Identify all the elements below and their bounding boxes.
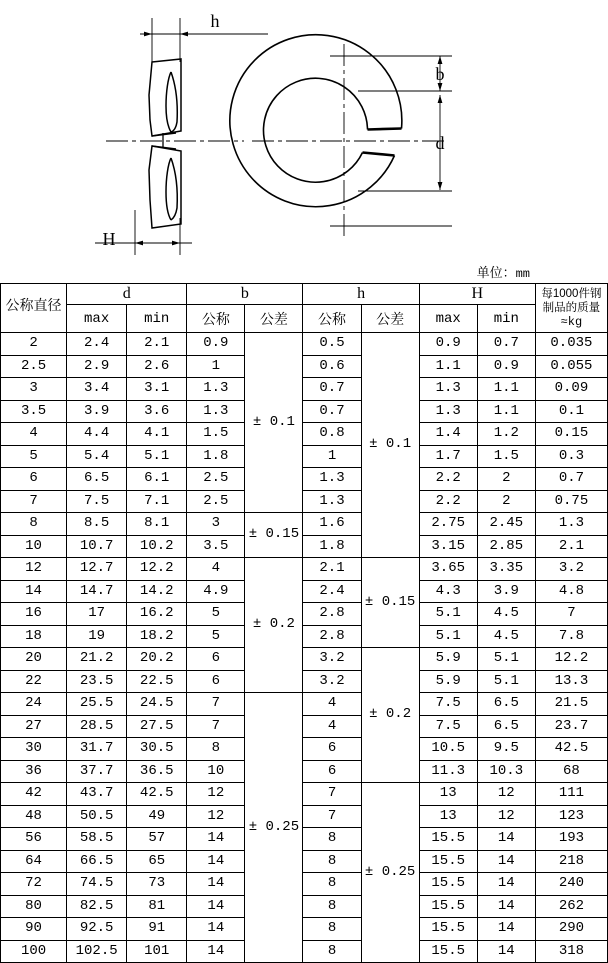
cell-b-nominal: 1.8 xyxy=(187,445,245,468)
cell-H-min: 0.9 xyxy=(477,355,535,378)
cell-d-min: 24.5 xyxy=(127,693,187,716)
cell-b-nominal: 5 xyxy=(187,603,245,626)
cell-mass: 318 xyxy=(535,940,607,963)
cell-d-max: 23.5 xyxy=(67,670,127,693)
cell-mass: 0.1 xyxy=(535,400,607,423)
cell-h-nominal: 8 xyxy=(303,850,361,873)
cell-d-min: 2.1 xyxy=(127,333,187,356)
cell-h-nominal: 2.1 xyxy=(303,558,361,581)
cell-h-nominal: 7 xyxy=(303,783,361,806)
cell-d-min: 6.1 xyxy=(127,468,187,491)
cell-d-min: 42.5 xyxy=(127,783,187,806)
table-row xyxy=(1,805,608,828)
cell-d-min: 49 xyxy=(127,805,187,828)
cell-nominal-diameter: 5 xyxy=(1,445,67,468)
cell-d-max: 43.7 xyxy=(67,783,127,806)
cell-b-nominal: 4 xyxy=(187,558,245,581)
cell-b-nominal: 14 xyxy=(187,873,245,896)
table-row xyxy=(1,648,608,671)
unit-note-value: mm xyxy=(515,267,530,281)
cell-mass: 4.8 xyxy=(535,580,607,603)
table-row xyxy=(1,940,608,963)
cell-H-min: 14 xyxy=(477,940,535,963)
cell-H-min: 6.5 xyxy=(477,715,535,738)
cell-b-nominal: 6 xyxy=(187,670,245,693)
cell-H-max: 15.5 xyxy=(419,895,477,918)
cell-d-max: 92.5 xyxy=(67,918,127,941)
cell-h-tolerance: ± 0.25 xyxy=(361,783,419,963)
cell-mass: 1.3 xyxy=(535,513,607,536)
cell-H-max: 15.5 xyxy=(419,850,477,873)
cell-b-nominal: 1 xyxy=(187,355,245,378)
cell-d-min: 65 xyxy=(127,850,187,873)
cell-d-max: 3.4 xyxy=(67,378,127,401)
cell-d-min: 10.2 xyxy=(127,535,187,558)
table-row xyxy=(1,603,608,626)
cell-H-max: 1.4 xyxy=(419,423,477,446)
cell-mass: 262 xyxy=(535,895,607,918)
cell-d-max: 10.7 xyxy=(67,535,127,558)
cell-d-min: 36.5 xyxy=(127,760,187,783)
cell-H-min: 5.1 xyxy=(477,670,535,693)
cell-nominal-diameter: 8 xyxy=(1,513,67,536)
cell-d-min: 7.1 xyxy=(127,490,187,513)
washer-side-view xyxy=(149,59,181,228)
cell-b-nominal: 5 xyxy=(187,625,245,648)
cell-H-min: 5.1 xyxy=(477,648,535,671)
header-mass-line1: 每1000件钢 xyxy=(541,288,602,300)
cell-mass: 23.7 xyxy=(535,715,607,738)
cell-h-nominal: 8 xyxy=(303,940,361,963)
cell-mass: 42.5 xyxy=(535,738,607,761)
cell-d-max: 58.5 xyxy=(67,828,127,851)
header-mass-line2: 制品的质量 xyxy=(542,302,601,314)
cell-mass: 193 xyxy=(535,828,607,851)
cell-d-max: 2.9 xyxy=(67,355,127,378)
cell-H-max: 1.1 xyxy=(419,355,477,378)
cell-h-tolerance: ± 0.15 xyxy=(361,558,419,648)
cell-mass: 21.5 xyxy=(535,693,607,716)
cell-H-max: 15.5 xyxy=(419,828,477,851)
cell-h-nominal: 0.5 xyxy=(303,333,361,356)
cell-h-nominal: 1.3 xyxy=(303,490,361,513)
cell-nominal-diameter: 27 xyxy=(1,715,67,738)
cell-b-nominal: 14 xyxy=(187,850,245,873)
cell-d-max: 37.7 xyxy=(67,760,127,783)
cell-d-max: 2.4 xyxy=(67,333,127,356)
cell-h-nominal: 0.7 xyxy=(303,378,361,401)
cell-H-max: 13 xyxy=(419,783,477,806)
cell-d-max: 6.5 xyxy=(67,468,127,491)
table-row xyxy=(1,693,608,716)
cell-b-nominal: 1.5 xyxy=(187,423,245,446)
cell-H-max: 2.2 xyxy=(419,468,477,491)
cell-H-max: 2.2 xyxy=(419,490,477,513)
cell-nominal-diameter: 12 xyxy=(1,558,67,581)
cell-d-min: 27.5 xyxy=(127,715,187,738)
cell-H-min: 2.45 xyxy=(477,513,535,536)
header-nominal-diameter-label: 公称直径 xyxy=(5,299,62,316)
table-header xyxy=(1,284,608,333)
cell-d-min: 3.1 xyxy=(127,378,187,401)
header-H-min: min xyxy=(477,305,535,333)
header-mass-per-1000 xyxy=(535,284,607,333)
cell-H-min: 14 xyxy=(477,873,535,896)
cell-h-nominal: 6 xyxy=(303,760,361,783)
cell-d-max: 12.7 xyxy=(67,558,127,581)
cell-H-max: 10.5 xyxy=(419,738,477,761)
cell-h-tolerance: ± 0.2 xyxy=(361,648,419,783)
cell-H-min: 1.1 xyxy=(477,400,535,423)
cell-d-max: 50.5 xyxy=(67,805,127,828)
cell-d-min: 30.5 xyxy=(127,738,187,761)
cell-mass: 111 xyxy=(535,783,607,806)
cell-h-nominal: 2.8 xyxy=(303,603,361,626)
cell-nominal-diameter: 3.5 xyxy=(1,400,67,423)
cell-d-min: 12.2 xyxy=(127,558,187,581)
cell-b-nominal: 12 xyxy=(187,805,245,828)
cell-d-max: 17 xyxy=(67,603,127,626)
cell-nominal-diameter: 2.5 xyxy=(1,355,67,378)
cell-h-nominal: 7 xyxy=(303,805,361,828)
cell-h-tolerance: ± 0.1 xyxy=(361,333,419,558)
cell-nominal-diameter: 18 xyxy=(1,625,67,648)
cell-d-max: 25.5 xyxy=(67,693,127,716)
cell-H-max: 1.3 xyxy=(419,378,477,401)
cell-H-min: 2.85 xyxy=(477,535,535,558)
cell-h-nominal: 2.4 xyxy=(303,580,361,603)
cell-h-nominal: 1 xyxy=(303,445,361,468)
cell-h-nominal: 8 xyxy=(303,873,361,896)
cell-H-max: 4.3 xyxy=(419,580,477,603)
table-row xyxy=(1,445,608,468)
cell-b-nominal: 14 xyxy=(187,828,245,851)
cell-nominal-diameter: 72 xyxy=(1,873,67,896)
cell-b-nominal: 7 xyxy=(187,715,245,738)
cell-b-nominal: 10 xyxy=(187,760,245,783)
cell-mass: 0.7 xyxy=(535,468,607,491)
cell-nominal-diameter: 56 xyxy=(1,828,67,851)
cell-mass: 7.8 xyxy=(535,625,607,648)
cell-mass: 0.15 xyxy=(535,423,607,446)
cell-H-min: 1.5 xyxy=(477,445,535,468)
cell-b-tolerance: ± 0.25 xyxy=(245,693,303,963)
cell-nominal-diameter: 6 xyxy=(1,468,67,491)
cell-H-min: 14 xyxy=(477,918,535,941)
cell-d-max: 7.5 xyxy=(67,490,127,513)
cell-H-max: 2.75 xyxy=(419,513,477,536)
table-row xyxy=(1,738,608,761)
cell-h-nominal: 4 xyxy=(303,693,361,716)
table-body xyxy=(1,333,608,963)
dimension-label-H: H xyxy=(102,229,116,249)
cell-d-min: 73 xyxy=(127,873,187,896)
cell-d-min: 81 xyxy=(127,895,187,918)
cell-H-min: 4.5 xyxy=(477,603,535,626)
cell-nominal-diameter: 24 xyxy=(1,693,67,716)
table-row xyxy=(1,760,608,783)
cell-H-max: 5.9 xyxy=(419,648,477,671)
header-H-max: max xyxy=(419,305,477,333)
cell-H-max: 3.15 xyxy=(419,535,477,558)
cell-H-min: 10.3 xyxy=(477,760,535,783)
cell-mass: 0.75 xyxy=(535,490,607,513)
cell-H-max: 5.1 xyxy=(419,625,477,648)
cell-mass: 0.09 xyxy=(535,378,607,401)
table-row xyxy=(1,715,608,738)
cell-mass: 123 xyxy=(535,805,607,828)
cell-h-nominal: 8 xyxy=(303,895,361,918)
cell-d-min: 8.1 xyxy=(127,513,187,536)
cell-H-min: 3.35 xyxy=(477,558,535,581)
cell-d-min: 18.2 xyxy=(127,625,187,648)
table-row xyxy=(1,423,608,446)
table-row xyxy=(1,895,608,918)
header-d-max: max xyxy=(67,305,127,333)
cell-H-max: 1.3 xyxy=(419,400,477,423)
cell-b-nominal: 2.5 xyxy=(187,468,245,491)
washer-drawing-svg xyxy=(0,0,608,262)
table-row xyxy=(1,873,608,896)
cell-d-min: 20.2 xyxy=(127,648,187,671)
cell-nominal-diameter: 16 xyxy=(1,603,67,626)
b-dimension-group xyxy=(330,56,452,91)
cell-H-min: 12 xyxy=(477,783,535,806)
cell-h-nominal: 8 xyxy=(303,918,361,941)
table-row xyxy=(1,850,608,873)
table-row xyxy=(1,558,608,581)
cell-nominal-diameter: 80 xyxy=(1,895,67,918)
cell-d-max: 102.5 xyxy=(67,940,127,963)
cell-H-min: 12 xyxy=(477,805,535,828)
cell-nominal-diameter: 2 xyxy=(1,333,67,356)
cell-d-min: 57 xyxy=(127,828,187,851)
cell-H-max: 15.5 xyxy=(419,940,477,963)
cell-H-max: 7.5 xyxy=(419,693,477,716)
cell-nominal-diameter: 36 xyxy=(1,760,67,783)
header-h-nominal: 公称 xyxy=(303,305,361,333)
header-d-min: min xyxy=(127,305,187,333)
header-h-tolerance: 公差 xyxy=(361,305,419,333)
cell-d-min: 22.5 xyxy=(127,670,187,693)
cell-b-tolerance: ± 0.1 xyxy=(245,333,303,513)
dimension-label-h: h xyxy=(210,11,220,31)
cell-h-nominal: 6 xyxy=(303,738,361,761)
cell-H-max: 15.5 xyxy=(419,918,477,941)
cell-d-min: 14.2 xyxy=(127,580,187,603)
cell-b-nominal: 1.3 xyxy=(187,400,245,423)
cell-H-max: 7.5 xyxy=(419,715,477,738)
cell-d-max: 31.7 xyxy=(67,738,127,761)
cell-mass: 7 xyxy=(535,603,607,626)
table-row xyxy=(1,400,608,423)
cell-H-max: 5.9 xyxy=(419,670,477,693)
cell-H-min: 0.7 xyxy=(477,333,535,356)
cell-nominal-diameter: 20 xyxy=(1,648,67,671)
cell-b-tolerance: ± 0.15 xyxy=(245,513,303,558)
cell-mass: 240 xyxy=(535,873,607,896)
cell-mass: 0.035 xyxy=(535,333,607,356)
cell-H-min: 6.5 xyxy=(477,693,535,716)
cell-mass: 218 xyxy=(535,850,607,873)
cell-nominal-diameter: 10 xyxy=(1,535,67,558)
cell-b-nominal: 14 xyxy=(187,940,245,963)
header-b-tolerance: 公差 xyxy=(245,305,303,333)
cell-H-max: 13 xyxy=(419,805,477,828)
dimension-label-b: b xyxy=(435,64,445,84)
cell-H-min: 14 xyxy=(477,828,535,851)
cell-d-max: 19 xyxy=(67,625,127,648)
table-row xyxy=(1,468,608,491)
cell-mass: 290 xyxy=(535,918,607,941)
front-view-centerlines xyxy=(252,44,444,240)
cell-h-nominal: 3.2 xyxy=(303,648,361,671)
cell-H-min: 9.5 xyxy=(477,738,535,761)
unit-note-prefix: 单位： xyxy=(476,265,516,280)
cell-d-max: 4.4 xyxy=(67,423,127,446)
cell-h-nominal: 3.2 xyxy=(303,670,361,693)
cell-d-max: 74.5 xyxy=(67,873,127,896)
cell-b-nominal: 0.9 xyxy=(187,333,245,356)
cell-H-min: 1.2 xyxy=(477,423,535,446)
cell-d-max: 14.7 xyxy=(67,580,127,603)
cell-H-max: 5.1 xyxy=(419,603,477,626)
table-row xyxy=(1,355,608,378)
cell-nominal-diameter: 48 xyxy=(1,805,67,828)
table-row xyxy=(1,580,608,603)
header-b-nominal: 公称 xyxy=(187,305,245,333)
specification-table xyxy=(0,283,608,963)
cell-d-min: 101 xyxy=(127,940,187,963)
table-row xyxy=(1,333,608,356)
unit-note xyxy=(0,262,608,283)
header-group-b: b xyxy=(187,284,303,305)
cell-mass: 12.2 xyxy=(535,648,607,671)
washer-front-view xyxy=(230,35,402,207)
cell-b-nominal: 14 xyxy=(187,918,245,941)
cell-nominal-diameter: 7 xyxy=(1,490,67,513)
cell-mass: 2.1 xyxy=(535,535,607,558)
cell-H-max: 1.7 xyxy=(419,445,477,468)
header-sub-row xyxy=(1,305,608,333)
header-group-d: d xyxy=(67,284,187,305)
header-group-row xyxy=(1,284,608,305)
cell-nominal-diameter: 42 xyxy=(1,783,67,806)
cell-b-nominal: 3.5 xyxy=(187,535,245,558)
cell-H-max: 11.3 xyxy=(419,760,477,783)
cell-nominal-diameter: 3 xyxy=(1,378,67,401)
cell-d-max: 8.5 xyxy=(67,513,127,536)
cell-b-nominal: 7 xyxy=(187,693,245,716)
cell-nominal-diameter: 14 xyxy=(1,580,67,603)
header-mass-line3: ≈kg xyxy=(560,315,583,329)
cell-nominal-diameter: 64 xyxy=(1,850,67,873)
cell-h-nominal: 1.3 xyxy=(303,468,361,491)
cell-d-max: 66.5 xyxy=(67,850,127,873)
cell-h-nominal: 1.6 xyxy=(303,513,361,536)
cell-b-nominal: 8 xyxy=(187,738,245,761)
cell-h-nominal: 4 xyxy=(303,715,361,738)
table-row xyxy=(1,828,608,851)
h-dimension-group xyxy=(140,18,268,62)
cell-H-max: 15.5 xyxy=(419,873,477,896)
table-row xyxy=(1,783,608,806)
header-group-H: H xyxy=(419,284,535,305)
cell-nominal-diameter: 100 xyxy=(1,940,67,963)
cell-H-min: 14 xyxy=(477,895,535,918)
table-row xyxy=(1,670,608,693)
cell-mass: 13.3 xyxy=(535,670,607,693)
cell-d-max: 28.5 xyxy=(67,715,127,738)
cell-nominal-diameter: 4 xyxy=(1,423,67,446)
cell-nominal-diameter: 30 xyxy=(1,738,67,761)
cell-nominal-diameter: 22 xyxy=(1,670,67,693)
cell-b-nominal: 6 xyxy=(187,648,245,671)
cell-d-max: 82.5 xyxy=(67,895,127,918)
table-row xyxy=(1,535,608,558)
header-nominal-diameter xyxy=(1,284,67,333)
cell-d-min: 2.6 xyxy=(127,355,187,378)
cell-mass: 0.055 xyxy=(535,355,607,378)
technical-drawing xyxy=(0,0,608,262)
cell-mass: 3.2 xyxy=(535,558,607,581)
cell-h-nominal: 0.6 xyxy=(303,355,361,378)
cell-d-min: 91 xyxy=(127,918,187,941)
cell-H-min: 14 xyxy=(477,850,535,873)
cell-H-min: 1.1 xyxy=(477,378,535,401)
table-row xyxy=(1,513,608,536)
cell-b-tolerance: ± 0.2 xyxy=(245,558,303,693)
cell-b-nominal: 12 xyxy=(187,783,245,806)
cell-H-min: 3.9 xyxy=(477,580,535,603)
cell-H-max: 3.65 xyxy=(419,558,477,581)
cell-h-nominal: 0.8 xyxy=(303,423,361,446)
cell-d-min: 3.6 xyxy=(127,400,187,423)
header-group-h: h xyxy=(303,284,419,305)
cell-H-min: 2 xyxy=(477,490,535,513)
dimension-label-d: d xyxy=(435,133,445,153)
cell-nominal-diameter: 90 xyxy=(1,918,67,941)
cell-b-nominal: 2.5 xyxy=(187,490,245,513)
cell-h-nominal: 8 xyxy=(303,828,361,851)
cell-h-nominal: 2.8 xyxy=(303,625,361,648)
cell-b-nominal: 14 xyxy=(187,895,245,918)
table-row xyxy=(1,378,608,401)
cell-b-nominal: 3 xyxy=(187,513,245,536)
cell-h-nominal: 0.7 xyxy=(303,400,361,423)
table-row xyxy=(1,918,608,941)
cell-h-nominal: 1.8 xyxy=(303,535,361,558)
cell-d-min: 4.1 xyxy=(127,423,187,446)
cell-H-min: 2 xyxy=(477,468,535,491)
cell-b-nominal: 4.9 xyxy=(187,580,245,603)
cell-d-max: 21.2 xyxy=(67,648,127,671)
table-row xyxy=(1,490,608,513)
cell-d-max: 5.4 xyxy=(67,445,127,468)
cell-b-nominal: 1.3 xyxy=(187,378,245,401)
cell-H-min: 4.5 xyxy=(477,625,535,648)
cell-H-max: 0.9 xyxy=(419,333,477,356)
table-row xyxy=(1,625,608,648)
cell-d-min: 5.1 xyxy=(127,445,187,468)
cell-mass: 0.3 xyxy=(535,445,607,468)
cell-d-max: 3.9 xyxy=(67,400,127,423)
cell-mass: 68 xyxy=(535,760,607,783)
cell-d-min: 16.2 xyxy=(127,603,187,626)
